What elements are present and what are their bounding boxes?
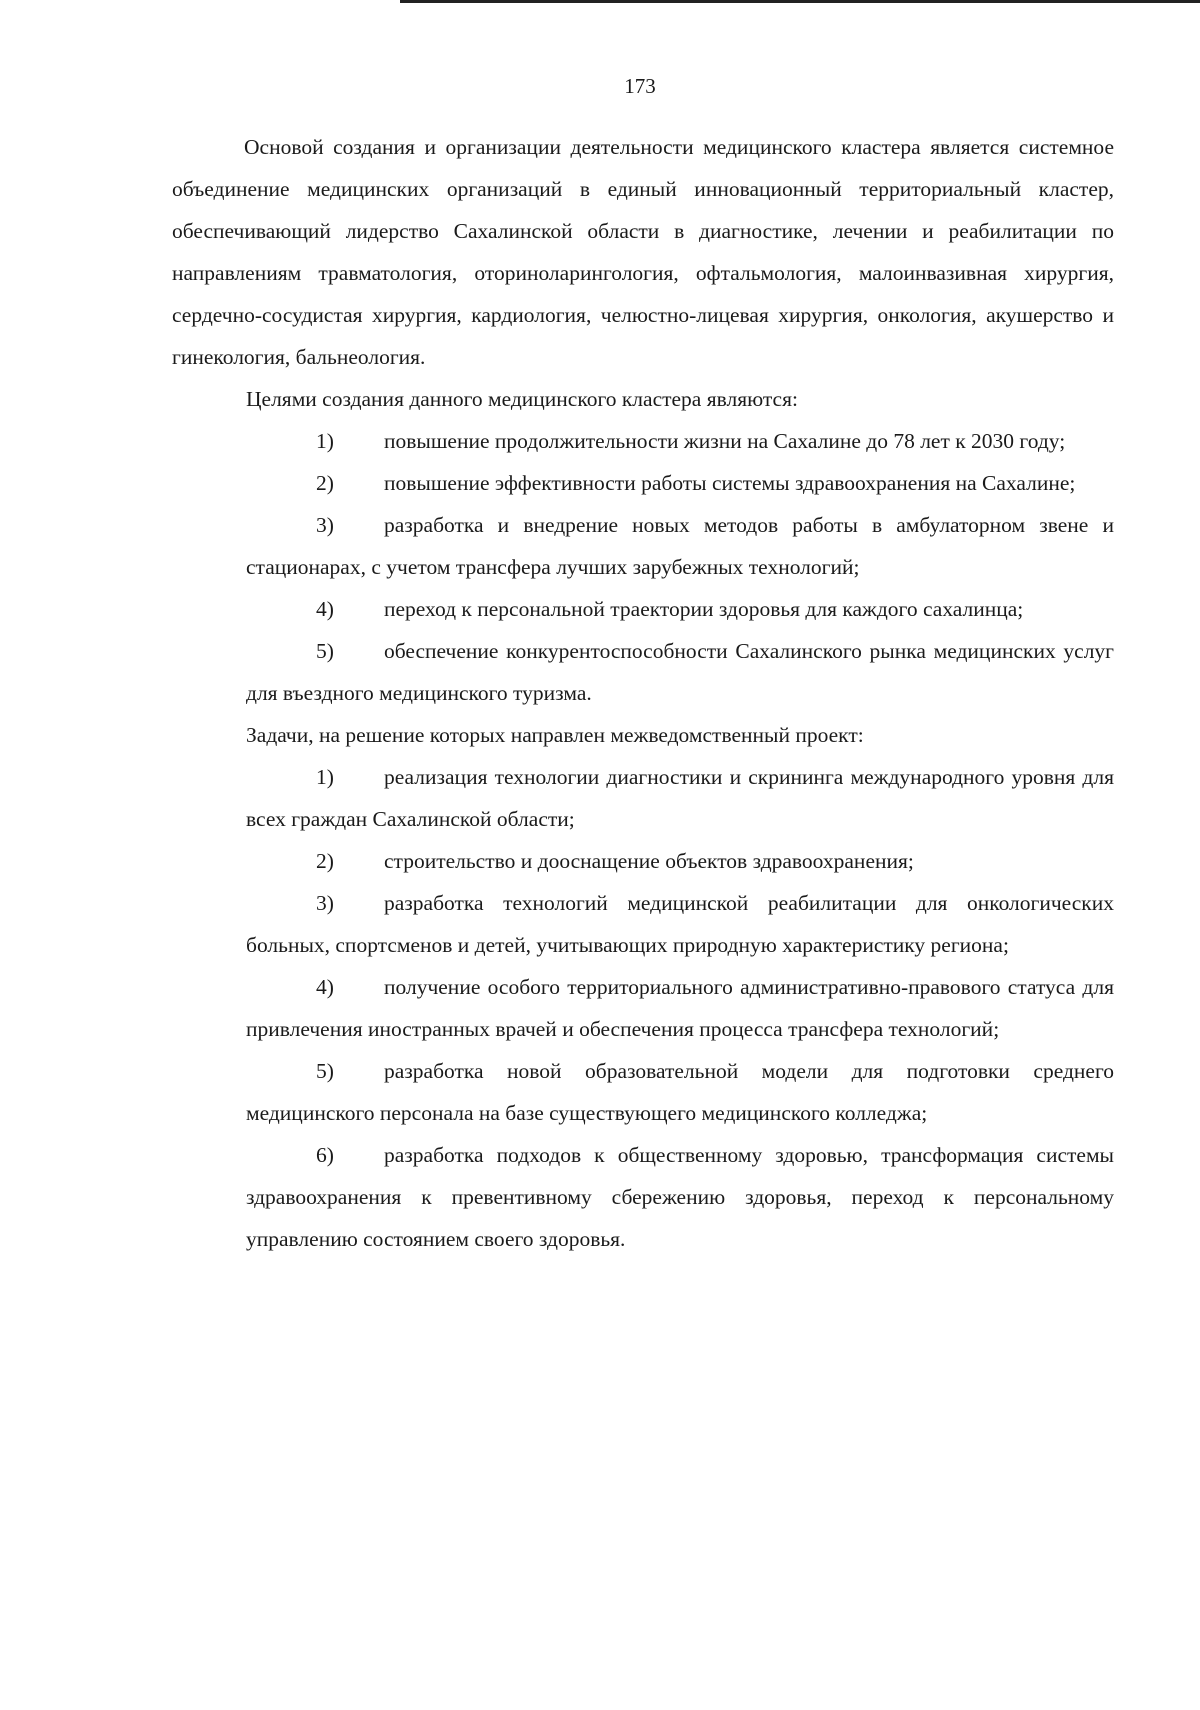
item-number: 6)	[316, 1143, 334, 1167]
top-border-line	[400, 0, 1200, 3]
document-body	[172, 126, 1114, 1260]
item-text: получение особого территориального административно-правового статуса для привлечения иностранных врачей и обеспечения процесса трансфера технологий;	[246, 975, 1114, 1041]
list-item	[246, 882, 1114, 966]
item-number: 5)	[316, 1059, 334, 1083]
list-item	[246, 588, 1114, 630]
list-item	[246, 756, 1114, 840]
tasks-list	[172, 756, 1114, 1260]
list-item	[246, 1050, 1114, 1134]
item-number: 1)	[316, 765, 334, 789]
item-text: разработка подходов к общественному здоровью, трансформация системы здравоохранения к превентивному сбережению здоровья, переход к персональному управлению состоянием своего здоровья.	[246, 1143, 1114, 1251]
item-text: повышение продолжительности жизни на Сахалине до 78 лет к 2030 году;	[384, 429, 1066, 453]
list-item	[246, 1134, 1114, 1260]
list-item	[246, 504, 1114, 588]
item-number: 4)	[316, 975, 334, 999]
item-text: разработка новой образовательной модели для подготовки среднего медицинского персонала на базе существующего медицинского колледжа;	[246, 1059, 1114, 1125]
item-text: разработка и внедрение новых методов работы в амбулаторном звене и стационарах, с учетом трансфера лучших зарубежных технологий;	[246, 513, 1114, 579]
item-text: обеспечение конкурентоспособности Сахалинского рынка медицинских услуг для въездного медицинского туризма.	[246, 639, 1114, 705]
tasks-heading: Задачи, на решение которых направлен межведомственный проект:	[246, 723, 864, 747]
item-number: 5)	[316, 639, 334, 663]
item-number: 4)	[316, 597, 334, 621]
item-text: строительство и дооснащение объектов здравоохранения;	[384, 849, 914, 873]
item-text: повышение эффективности работы системы здравоохранения на Сахалине;	[384, 471, 1076, 495]
item-number: 3)	[316, 513, 334, 537]
item-text: реализация технологии диагностики и скрининга международного уровня для всех граждан Сахалинской области;	[246, 765, 1114, 831]
list-item	[246, 630, 1114, 714]
goals-heading: Целями создания данного медицинского кластера являются:	[246, 387, 798, 411]
item-number: 2)	[316, 849, 334, 873]
goals-list	[172, 420, 1114, 714]
item-number: 3)	[316, 891, 334, 915]
list-item	[246, 462, 1114, 504]
list-item	[246, 840, 1114, 882]
intro-paragraph: Основой создания и организации деятельности медицинского кластера является системное объединение медицинских организаций в единый инновационный территориальный кластер, обеспечивающий лидерство Сахалинской области в диагностике, лечении и реабилитации по направлениям травматология, оториноларингология, офтальмология, малоинвазивная хирургия, сердечно-сосудистая хирургия, кардиология, челюстно-лицевая хирургия, онкология, акушерство и гинекология, бальнеология.	[172, 135, 1114, 369]
list-item	[246, 420, 1114, 462]
list-item	[246, 966, 1114, 1050]
page-number: 173	[624, 74, 656, 98]
item-number: 2)	[316, 471, 334, 495]
item-text: разработка технологий медицинской реабилитации для онкологических больных, спортсменов и детей, учитывающих природную характеристику региона;	[246, 891, 1114, 957]
item-number: 1)	[316, 429, 334, 453]
item-text: переход к персональной траектории здоровья для каждого сахалинца;	[384, 597, 1024, 621]
